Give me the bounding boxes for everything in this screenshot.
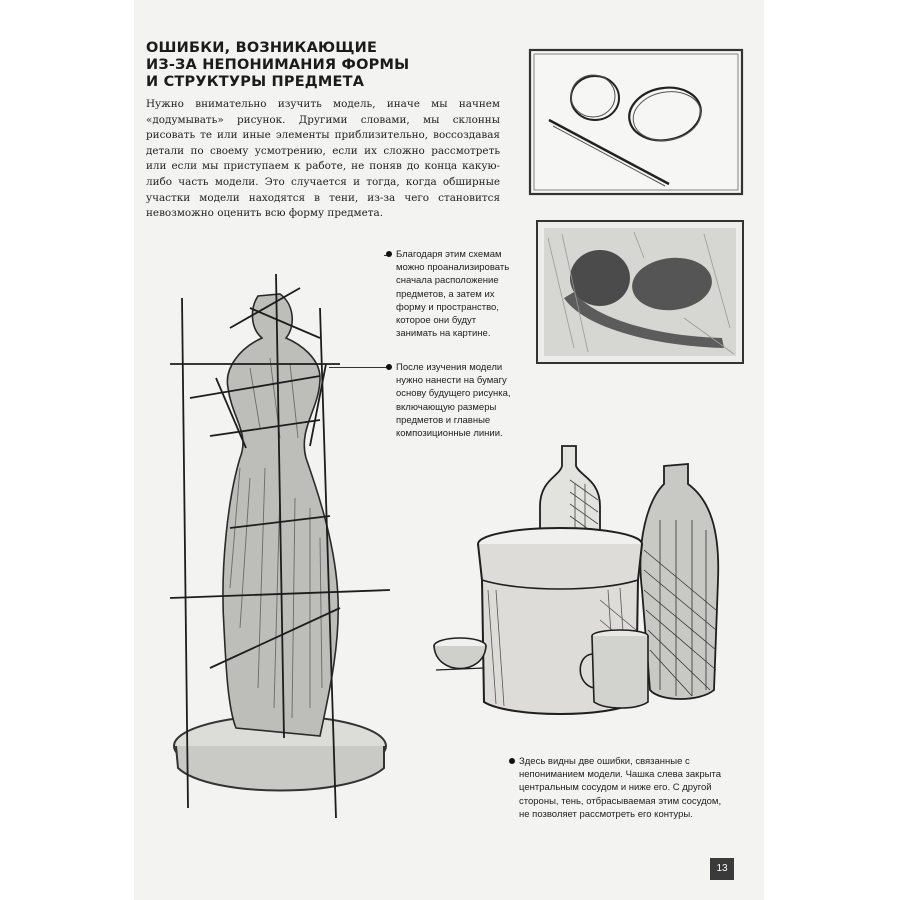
caption-model bbox=[396, 361, 516, 440]
caption-text: После изучения модели нужно нанести на бумагу основу будущего рисунка, включающую размеры предметов и главные композиционные линии. bbox=[396, 362, 511, 440]
bullet-icon bbox=[386, 251, 392, 257]
title-line: И СТРУКТУРЫ ПРЕДМЕТА bbox=[146, 74, 365, 90]
statue-construction-sketch bbox=[170, 268, 390, 828]
scheme-shaded-sketch bbox=[534, 218, 746, 368]
caption-errors bbox=[519, 755, 729, 821]
body-paragraph: Нужно внимательно изучить модель, иначе мы начнем «додумывать» рисунок. Другими словами, мы склонны рисовать те или иные элементы приблизительно, воссоздавая детали по своему усмотрению, если их сложно рассмотреть или если мы приступаем к работе, не поняв до конца какую-либо часть модели. Это случается и тогда, когда обширные участки модели находятся в тени, из-за чего становится невозможно оценить всю форму предмета. bbox=[146, 98, 500, 220]
page-number: 13 bbox=[710, 858, 734, 880]
title-line: ОШИБКИ, ВОЗНИКАЮЩИЕ bbox=[146, 40, 378, 56]
section-title bbox=[146, 40, 506, 91]
caption-schemes bbox=[396, 248, 516, 340]
book-page bbox=[134, 0, 764, 900]
scheme-outline-sketch bbox=[527, 46, 745, 198]
caption-text: Благодаря этим схемам можно проанализировать сначала расположение предметов, а затем их форму и пространство, которое они будут занимать на картине. bbox=[396, 249, 510, 340]
bullet-icon bbox=[509, 758, 515, 764]
still-life-sketch bbox=[430, 440, 730, 730]
caption-text: Здесь видны две ошибки, связанные с непониманием модели. Чашка слева закрыта центральным сосудом и ниже его. С другой стороны, тень, отбрасываемая этим сосудом, не позволяет рассмотреть его контуры. bbox=[519, 756, 722, 820]
title-line: ИЗ-ЗА НЕПОНИМАНИЯ ФОРМЫ bbox=[146, 57, 410, 73]
